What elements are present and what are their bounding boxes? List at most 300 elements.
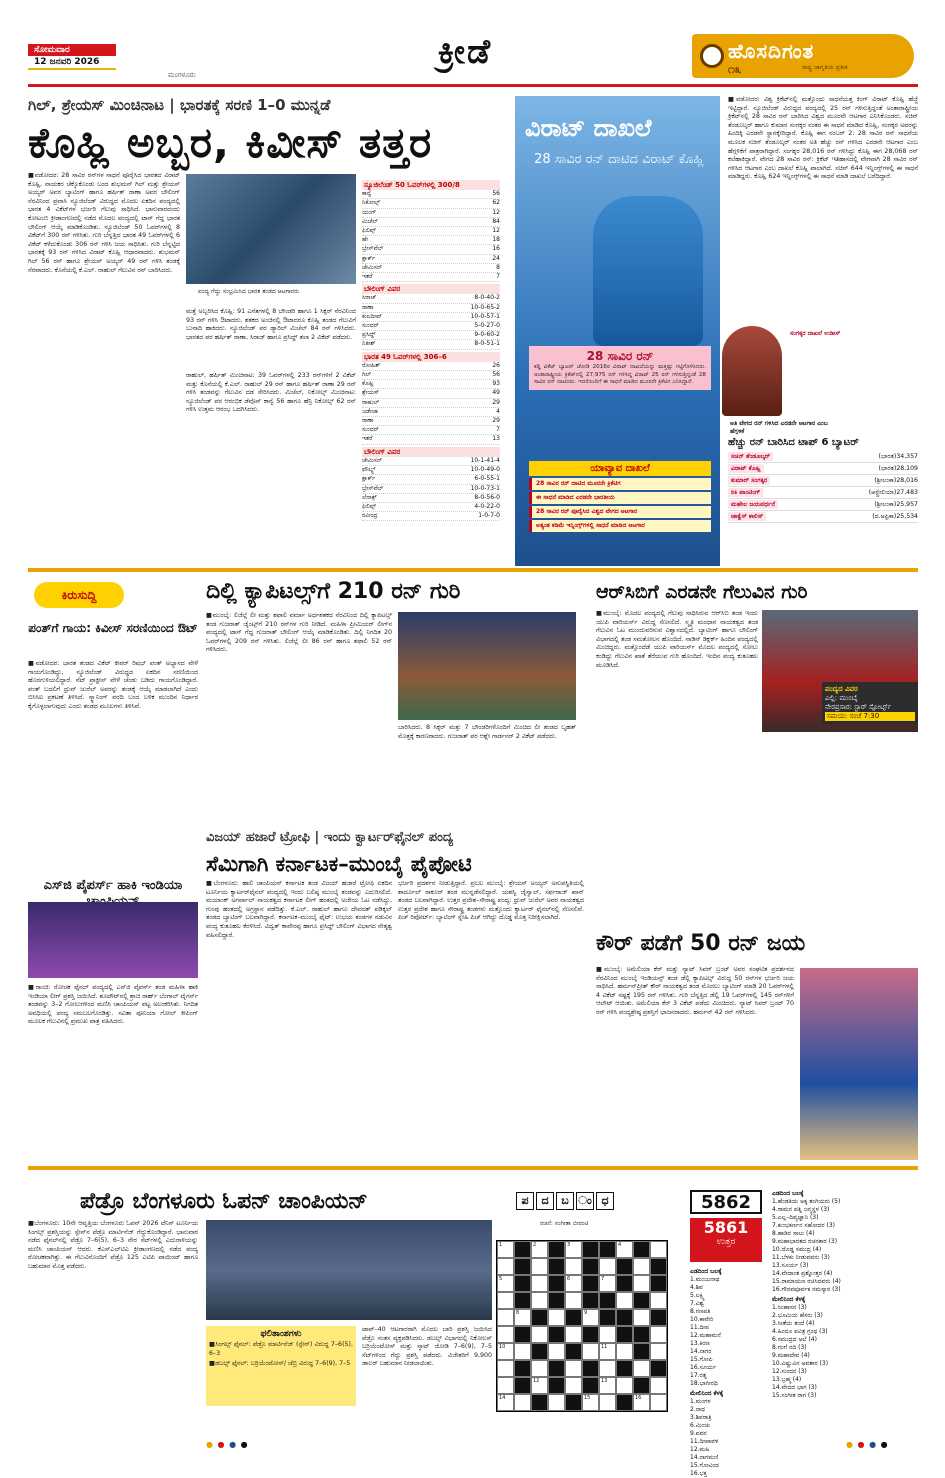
score-row [362,362,500,371]
prev-answer: 11.ದೀಪ [690,1324,709,1331]
bowling-row [362,294,500,303]
crossword-cell[interactable] [565,1275,582,1292]
crossword-cell[interactable] [531,1275,548,1292]
score-row [362,236,500,245]
kohli-subtitle: 28 ಸಾವಿರ ರನ್ ದಾಟಿದ ವಿರಾಟ್ ಕೊಹ್ಲಿ [534,152,704,167]
crossword-cell[interactable] [497,1343,514,1360]
crossword-cell[interactable] [650,1292,667,1309]
crossword-cell [548,1258,565,1275]
kaur-photo [800,968,918,1160]
date-label: 12 ಜನವರಿ 2026 [28,56,116,70]
delhi-headline: ದಿಲ್ಲಿ ಕ್ಯಾಪಿಟಲ್ಸ್‌ಗೆ 210 ರನ್ ಗುರಿ [206,579,461,604]
score-row-value: 18 [492,236,500,244]
scorecard [362,180,500,521]
crossword-cell[interactable] [633,1309,650,1326]
records-list-heading: ಯಾವ್ಯಾವ ದಾಖಲೆ [529,461,711,476]
score-row-name: ಜೇಮಿಸನ್ [362,263,383,271]
bowling-row-name: ನಿತೀಶ್ [362,340,376,348]
masthead-rule [28,84,918,87]
record-text: ಕಡ್ಡಿ ವಿಕೆಟ್ ಬ್ಯಾಟರ್ ಜೋಡಿ 2016ರ ವಿರಾಟ್ ದಾಖಲೆಯನ್ನು ಮತ್ತಷ್ಟು ಗಟ್ಟಿಗೊಳಿಸಿದರು. ಅಂತಾರಾಷ್ಟ್ರೀಯ ಕ್ರಿಕೆಟ್‌ನಲ್ಲಿ 27,975 ರನ್ ಗಳಿಸಿದ್ದ ವಿರಾಟ್ 25 ರನ್ ಗಳಿಸುತ್ತಿದ್ದಂತೆ 28 ಸಾವಿರ ರನ್ ದಾಟಿದರು. ಇದರೊಂದಿಗೆ ಈ ಸಾಧನೆ ಮಾಡಿದ ಮೂರನೇ ಕ್ರಿಕೆಟಿಗ ಎನಿಸಿದ್ದಾರೆ. [534,364,706,385]
prev-answer: 8.ಗಣಪತಿ [690,1308,711,1315]
bowling-row-name: ರವೀಂದ್ರ [362,512,378,520]
score-row-name: ಇತರೆ [362,435,373,443]
cell-number: 10 [499,1344,506,1350]
score-row [362,435,500,444]
score-row [362,426,500,435]
score-row-value: 29 [492,417,500,425]
rcb-info-heading: ಪಂದ್ಯದ ವಿವರ [825,685,858,693]
cell-number: 3 [567,1242,571,1248]
crossword-cell [616,1258,633,1275]
crossword-cell [582,1241,599,1258]
rcb-body-cont [762,736,918,876]
kohli-photo-caption: ಅತಿ ವೇಗದ ರನ್ ಗಳಿಸಿದ ಎರಡನೇ ಆಟಗಾರ ಎಂಬ ಹೆಗ್ಗಳಿಕೆ [730,420,828,435]
bowling-row [362,475,500,484]
top6-row [728,499,918,511]
crossword-cell[interactable] [599,1394,616,1411]
city-label: ಮಂಗಳೂರು [168,71,196,79]
score-row-name: ಫಿಲಿಪ್ಸ್ [362,227,377,235]
crossword-cell [531,1394,548,1411]
score-row-value: 49 [492,389,500,397]
kaur-body: ■ಮುಂಬೈ: ಅಮೆಲಿಯಾ ಕೆರ್ ಮತ್ತು ನ್ಯಾಟ್ ಸಿವರ್ ಬ್ರಂಟ್ ಅವರ ಸಂಘಟಿತ ಪ್ರದರ್ಶನದ ನೆರವಿನಿಂದ ಮುಂಬೈ ಇಂಡಿಯನ್ಸ್ ತಂಡ ಡೆಲ್ಲಿ ಕ್ಯಾಪಿಟಲ್ಸ್ ವಿರುದ್ಧ 50 ರನ್‌ಗಳ ಭರ್ಜರಿ ಜಯ ಸಾಧಿಸಿದೆ. ಹರ್ಮನ್‌ಪ್ರೀತ್ ಕೌರ್ ನಾಯಕತ್ವದ ತಂಡ ಮೊದಲು ಬ್ಯಾಟಿಂಗ್ ಮಾಡಿ 20 ಓವರ್‌ಗಳಲ್ಲಿ 4 ವಿಕೆಟ್ ನಷ್ಟಕ್ಕೆ 195 ರನ್ ಗಳಿಸಿತು. ಗುರಿ ಬೆನ್ನತ್ತಿದ ಡೆಲ್ಲಿ 19 ಓವರ್‌ಗಳಲ್ಲಿ 145 ರನ್‌ಗಳಿಗೆ ಆಲೌಟ್ ಆಯಿತು. ಅಮೆಲಿಯಾ ಕೆರ್ 3 ವಿಕೆಟ್ ಪಡೆದು ಮಿಂಚಿದರು. ನ್ಯಾಟ್ ಸಿವರ್ ಬ್ರಂಟ್ 70 ರನ್ ಗಳಿಸಿ ಪಂದ್ಯಶ್ರೇಷ್ಠ ಪ್ರಶಸ್ತಿಗೆ ಭಾಜನರಾದರು. ಹರ್ಮನ್ 42 ರನ್ ಗಳಿಸಿದರು. [596,966,794,1016]
score-row-value: 8 [496,263,500,271]
kiru-headline-1: ಪಂತ್‌ಗೆ ಗಾಯ: ಕಿವೀಸ್ ಸರಣಿಯಿಂದ ಔಟ್ [28,621,198,635]
crossword-cell [514,1326,531,1343]
prev-answer: 16.ಸೂರ್ಯ [690,1364,717,1371]
crossword-cell [599,1292,616,1309]
crossword-cell [514,1377,531,1394]
cell-number: 14 [499,1395,506,1401]
score-row-value: 7 [496,426,500,434]
down-clue: 15.ಸಂಗೀತ ರಾಗ (3) [772,1392,817,1399]
crossword-cell[interactable] [633,1258,650,1275]
crossword-cell [633,1377,650,1394]
cell-number: 12 [533,1378,540,1384]
crossword-cell [616,1360,633,1377]
crossword-cell[interactable] [616,1343,633,1360]
crossword-cell[interactable] [616,1377,633,1394]
crossword-cell [616,1326,633,1343]
bowling-row [362,457,500,466]
delhi-body-2: ಬಾರಿಸಿದರು. 8 ಸಿಕ್ಸರ್ ಮತ್ತು 7 ಬೌಂಡರಿಗಳೊಂದಿಗೆ ಮಿಂಚಿದ ಲೀ ತಂಡದ ಬೃಹತ್ ಮೊತ್ತಕ್ಕೆ ಕಾರಣರಾದರು. ಗುಜರಾತ್ ಪರ ಆಶ್ಲೇ ಗಾರ್ಡನರ್ 2 ವಿಕೆಟ್ ಪಡೆದರು. [398,724,576,740]
crossword-cell[interactable] [565,1377,582,1394]
kiru-headline-2: ಎಸ್‌ಜಿ ಪೈಪರ್ಸ್ ಹಾಕಿ ಇಂಡಿಯಾ [43,878,183,893]
sangakkara-photo [722,326,782,416]
bowling-row-name: ಸಿರಾಜ್ [362,294,377,302]
record-box [529,346,711,390]
score-row-value: 16 [492,245,500,253]
bowling-row-value: 8-0-51-1 [474,340,500,348]
prev-answers [690,1268,762,1478]
score-row [362,227,500,236]
crossword-setter: ರಚನೆ: ಸಂಗೀತಾ ಬೀರಂಟಿ [540,1220,589,1227]
score-row [362,371,500,380]
crossword-cell [616,1275,633,1292]
cell-number: 1 [499,1242,503,1248]
bowling-row-name: ಫೌಲ್ಕ್ಸ್ [362,466,376,474]
down-clue: 1.ಸಿಂಹಾಸನ (3) [772,1304,807,1311]
prev-answer: 2.ನಾಥ [690,1406,706,1413]
score-row [362,264,500,273]
score-row-name: ಶ್ರೇಯಸ್ [362,389,380,397]
crossword-cell [514,1292,531,1309]
crossword-cell[interactable] [531,1258,548,1275]
crossword-cell [582,1377,599,1394]
pedro-photo [206,1220,492,1320]
bowling-row [362,466,500,475]
ind-batting [362,362,500,445]
crossword-cell[interactable] [633,1275,650,1292]
crossword-cell[interactable] [650,1394,667,1411]
score-row-value: 56 [492,190,500,198]
crossword-cell [548,1275,565,1292]
crossword-clues [772,1190,918,1400]
date-box [28,44,116,70]
crossword-cell[interactable] [548,1309,565,1326]
crossword-cell[interactable] [497,1394,514,1411]
crossword-cell[interactable] [599,1343,616,1360]
vijay-body-2: ಭರ್ಜರಿ ಪ್ರದರ್ಶನ ನೀಡುತ್ತಿದ್ದಾರೆ. ಪ್ರಬಲ ಮುಂಬೈ: ಶ್ರೇಯಸ್ ಅಯ್ಯರ್ ಅನುಪಸ್ಥಿತಿಯಲ್ಲಿ ಶಾರ್ದೂಲ್ ಠಾಕೂರ್ ತಂಡ ಮುನ್ನಡೆಸಲಿದ್ದಾರೆ. ಯಶಸ್ವಿ ಜೈಸ್ವಾಲ್, ಸರ್ಫರಾಜ್ ಖಾನ್ ತಂಡದ ಬಲವಾಗಿದ್ದಾರೆ. ಉತ್ತರ ಪ್ರದೇಶ–ಸೌರಾಷ್ಟ್ರ ಪಂದ್ಯ: ಧ್ರುವ್ ಜುರೆಲ್ ಅವರ ನಾಯಕತ್ವದ ಉತ್ತರ ಪ್ರದೇಶ ಹಾಗೂ ಸೌರಾಷ್ಟ್ರ ತಂಡಗಳು ಮತ್ತೊಂದು ಕ್ವಾರ್ಟರ್ ಫೈನಲ್‌ನಲ್ಲಿ ಸೆಣಸಲಿವೆ. ಪಿಚ್ ರಿಪೋರ್ಟ್: ಬ್ಯಾಟಿಂಗ್ ಸ್ನೇಹಿ ಪಿಚ್ ಆಗಿದ್ದು ದೊಡ್ಡ ಮೊತ್ತ ನಿರೀಕ್ಷಿಸಲಾಗಿದೆ. [398,880,584,922]
top6-row [728,487,918,499]
crossword-cell[interactable] [616,1241,633,1258]
scorecard-title-nz: ನ್ಯೂಜಿಲೆಂಡ್ 50 ಓವರ್‌ಗಳಲ್ಲಿ 300/8 [362,180,500,190]
bowling-row-name: ಕ್ಲಾರ್ಕ್ [362,475,376,483]
bowling-row [362,512,500,521]
crossword-cell[interactable] [582,1309,599,1326]
cell-number: 15 [584,1395,591,1401]
bowling-row [362,485,500,494]
cell-number: 16 [635,1395,642,1401]
team-photo-caption: ಪಂದ್ಯ ಗೆದ್ದು ಸಂಭ್ರಮಿಸಿದ ಭಾರತ ತಂಡದ ಆಟಗಾರರು [198,288,300,295]
top6-runs: (ಆಸ್ಟ್ರೇಲಿಯಾ)27,483 [868,489,918,496]
crossword-cell[interactable] [497,1241,514,1258]
cell-number: 7 [601,1276,605,1282]
prev-answer: 7.ವಿಶ್ವ [690,1300,704,1307]
brand-logo [692,34,914,78]
lead-body-1: ■ವಡೋದರ: 28 ಸಾವಿರ ರನ್‌ಗಳ ಸಾಧನೆ ಪೂರೈಸಿದ ಭಾರತದ ವಿರಾಟ್ ಕೊಹ್ಲಿ, ನಾಯಕರ ಚೆಕ್ಕೊಕೊಂಡು ಬಂದ ಶುಭಮನ್ ಗಿಲ್ ಮತ್ತು ಶ್ರೇಯಸ್ ಅಯ್ಯರ್ ಅವರ ಬ್ಯಾಟಿಂಗ್ ಹಾಗೂ ಹರ್ಷಿತ್ ರಾಣಾ ಅವರ ಬೌಲಿಂಗ್ ನೆರವಿನಿಂದ ಪ್ರವಾಸಿ ನ್ಯೂಜಿಲೆಂಡ್ ವಿರುದ್ಧದ ಮೊದಲ ಏಕದಿನ ಪಂದ್ಯದಲ್ಲಿ ಭಾರತ 4 ವಿಕೆಟ್‌ಗಳ ಭರ್ಜರಿ ಗೆಲುವು ಸಾಧಿಸಿದೆ. ಭಾನುವಾರದಂದು ಕೋಟಂಬಿ ಕ್ರೀಡಾಂಗಣದಲ್ಲಿ ನಡೆದ ಮೊದಲ ಪಂದ್ಯದಲ್ಲಿ ಟಾಸ್ ಗೆದ್ದ ಭಾರತ ಬೌಲಿಂಗ್ ಆಯ್ಕೆ ಮಾಡಿಕೊಂಡಿತು. ನ್ಯೂಜಿಲೆಂಡ್ 50 ಓವರ್‌ಗಳಲ್ಲಿ 8 ವಿಕೆಟ್‌ಗೆ 300 ರನ್ ಗಳಿಸಿತು. ಗುರಿ ಬೆನ್ನತ್ತಿದ ಭಾರತ 49 ಓವರ್‌ಗಳಲ್ಲಿ 6 ವಿಕೆಟ್ ಕಳೆದುಕೊಂಡು 306 ರನ್ ಗಳಿಸಿ ಜಯ ಸಾಧಿಸಿತು. ಗುರಿ ಬೆನ್ನಟ್ಟಿದ ಭಾರತಕ್ಕೆ 93 ರನ್ ಗಳಿಸಿದ ವಿರಾಟ್ ಕೊಹ್ಲಿ ಆಧಾರವಾದರು. ಶುಭಮನ್ ಗಿಲ್ 56 ರನ್ ಹಾಗೂ ಶ್ರೇಯಸ್ ಅಯ್ಯರ್ 49 ರನ್ ಗಳಿಸಿ ತಂಡಕ್ಕೆ ನೆರವಾದರು. ಕೊನೆಯಲ್ಲಿ ಕೆ.ಎಲ್. ರಾಹುಲ್ ಗೆಲುವಿನ ರನ್ ಬಾರಿಸಿದರು. [28,172,180,274]
title-letter: ಧ [596,1192,614,1210]
record-item: ಈ ಸಾಧನೆ ಮಾಡಿದ ಎರಡನೇ ಭಾರತೀಯ [529,492,711,504]
crossword-cell[interactable] [616,1292,633,1309]
bowling-row-value: 10-0-57-1 [470,312,500,320]
score-row-value: 12 [492,208,500,216]
bowling-row-name: ಲೆನಾಕ್ಸ್ [362,493,377,501]
crossword-cell[interactable] [633,1360,650,1377]
crossword-cell[interactable] [650,1326,667,1343]
pedro-body-1: ■ಬೆಂಗಳೂರು: 10ನೇ ಆವೃತ್ತಿಯ ಬೆಂಗಳೂರು ಓಪನ್ 2026 ಟೆನಿಸ್ ಟೂರ್ನಿಯ ಸಿಂಗಲ್ಸ್ ಪ್ರಶಸ್ತಿಯನ್ನು ಸ್ಪೇನ್‌ನ ಪೆಡ್ರೊ ಮಾರ್ಟಿನೆಜ್ ಗೆದ್ದುಕೊಂಡಿದ್ದಾರೆ. ಭಾನುವಾರ ನಡೆದ ಫೈನಲ್‌ನಲ್ಲಿ ಪೆಡ್ರೊ 7–6(5), 6–3 ನೇರ ಸೆಟ್‌ಗಳಲ್ಲಿ ಎದುರಾಳಿಯನ್ನು ಮಣಿಸಿ ಚಾಂಪಿಯನ್ ಆದರು. ಕೆಎಸ್‌ಎಲ್‌ಟಿಎ ಕ್ರೀಡಾಂಗಣದಲ್ಲಿ ನಡೆದ ಪಂದ್ಯ ರೋಚಕವಾಗಿತ್ತು. ಈ ಗೆಲುವಿನೊಂದಿಗೆ ಪೆಡ್ರೊ 125 ಎಟಿಪಿ ಪಾಯಿಂಟ್ ಹಾಗೂ ಬಹುಮಾನ ಮೊತ್ತ ಪಡೆದರು. [28,1220,198,1270]
lamp-icon [700,44,724,68]
nz-bowling-title: ಬೌಲಿಂಗ್ ವಿವರ [362,284,500,294]
bowling-row-value: 10-0-65-2 [470,303,500,311]
score-row [362,218,500,227]
top6-runs: (ಭಾರತ)34,357 [878,453,918,460]
score-row-value: 7 [496,273,500,281]
crossword-cell[interactable] [531,1377,548,1394]
crossword-cell[interactable] [497,1275,514,1292]
top6-player: ಜಾಕ್ವೆಸ್ ಕಾಲಿಸ್ [728,512,766,521]
rcb-match-info [822,682,918,724]
top6-row [728,451,918,463]
score-row-name: ಗಿಲ್ [362,371,372,379]
hockey-photo [28,902,198,978]
record-item: 28 ಸಾವಿರ ರನ್ ಪೂರೈಸಿದ ವಿಶ್ವದ ವೇಗದ ಆಟಗಾರ [529,506,711,518]
bowling-row [362,331,500,340]
crossword-cell[interactable] [531,1241,548,1258]
crossword-cell[interactable] [565,1326,582,1343]
crossword-cell[interactable] [599,1360,616,1377]
top6-player: ಕುಮಾರ್ ಸಂಗಕ್ಕರ [728,476,770,485]
crossword-cell [565,1343,582,1360]
lead-body-2: ಮತ್ತೆ ಅಬ್ಬರಿಸಿದ ಕೊಹ್ಲಿ: 91 ಎಸೆತಗಳಲ್ಲಿ 8 ಬೌಂಡರಿ ಹಾಗೂ 1 ಸಿಕ್ಸರ್ ನೆರವಿನಿಂದ 93 ರನ್ ಗಳಿಸಿ ಔಟಾದರು. ಶತಕದ ಅಂಚಿನಲ್ಲಿ ಔಟಾದರೂ ಕೊಹ್ಲಿ ತಂಡದ ಗೆಲುವಿಗೆ ಬುನಾದಿ ಹಾಕಿದರು. ನ್ಯೂಜಿಲೆಂಡ್ ಪರ ಡ್ಯಾರಿಲ್ ಮಿಚೆಲ್ 84 ರನ್ ಗಳಿಸಿದರು. ಭಾರತದ ಪರ ಹರ್ಷಿತ್ ರಾಣಾ, ಸಿರಾಜ್ ಹಾಗೂ ಪ್ರಸಿದ್ಧ್ ತಲಾ 2 ವಿಕೆಟ್ ಪಡೆದರು. [186,308,356,341]
kiru-body-2: ■ರಾಂಚಿ: ರೋಚಕ ಫೈನಲ್ ಪಂದ್ಯದಲ್ಲಿ ಎಸ್‌ಜಿ ಪೈಪರ್ಸ್ ತಂಡ ಮಹಿಳಾ ಹಾಕಿ ಇಂಡಿಯಾ ಲೀಗ್ ಪ್ರಶಸ್ತಿ ಜಯಿಸಿದೆ. ಶೂಟೌಟ್‌ನಲ್ಲಿ ಶ್ರಾಚಿ ರಾರ್ಹ್ ಬೆಂಗಾಲ್ ಟೈಗರ್ಸ್ ತಂಡವನ್ನು 3–2 ಗೋಲುಗಳಿಂದ ಮಣಿಸಿ ಚಾಂಪಿಯನ್ ಪಟ್ಟ ಅಲಂಕರಿಸಿತು. ನಿಗದಿತ ಅವಧಿಯಲ್ಲಿ ಪಂದ್ಯ ಸಮಬಲಗೊಂಡಿತ್ತು. ಸವಿತಾ ಪೂನಿಯಾ ಗೋಲ್ ಕೀಪಿಂಗ್ ಮೂಲಕ ಗೆಲುವಿನಲ್ಲಿ ಪ್ರಮುಖ ಪಾತ್ರ ವಹಿಸಿದರು. [28,984,198,1026]
crossword-cell[interactable] [599,1377,616,1394]
crossword-cell[interactable] [599,1258,616,1275]
down-clue: 9.ಮಹಾದೇವ (4) [772,1352,810,1359]
team-photo [186,174,356,284]
crossword-cell[interactable] [599,1275,616,1292]
crossword-cell [582,1326,599,1343]
crossword-cell[interactable] [633,1394,650,1411]
crossword-cell [633,1241,650,1258]
crossword-grid [496,1240,668,1412]
crossword-cell [548,1241,565,1258]
score-row-value: 84 [492,217,500,225]
crossword-cell [514,1241,531,1258]
kohli-feature [515,96,720,566]
crossword-cell[interactable] [497,1326,514,1343]
score-row [362,380,500,389]
top6-player: ವಿರಾಟ್ ಕೊಹ್ಲಿ [728,464,764,473]
crossword-cell[interactable] [565,1292,582,1309]
prev-answer: 5.ಲಕ್ಷ್ಮಿ [690,1292,705,1299]
bowling-row-name: ಫಿಲಿಪ್ಸ್ [362,502,377,510]
cell-number: 5 [499,1276,503,1282]
day-label: ಸೋಮವಾರ [28,44,116,56]
crossword-cell[interactable] [650,1377,667,1394]
pedro-body-2: ಟಾಪ್–40 ಆಟಗಾರರಾಗಿ ಮೊದಲ ಬಾರಿ ಪ್ರಶಸ್ತಿ ಜಯಿಸಿದ ಪೆಡ್ರೊ ಸಂತಸ ವ್ಯಕ್ತಪಡಿಸಿದರು. ಡಬಲ್ಸ್ ವಿಭಾಗದಲ್ಲಿ ನಿಕೋಲಸ್ ಬರ್ರಿಯೆಂಟೋಸ್ ಮತ್ತು ಸ್ಕಾಟ್ ಜೋಡಿ 7–6(9), 7–5 ಸೆಟ್‌ಗಳಿಂದ ಗೆದ್ದು ಪ್ರಶಸ್ತಿ ಪಡೆದರು. ವಿಜೇತರಿಗೆ 9,900 ಡಾಲರ್ ಬಹುಮಾನ ನೀಡಲಾಯಿತು. [362,1326,492,1368]
score-row-name: ರೋಹಿತ್ [362,361,381,369]
record-heading: 28 ಸಾವಿರ ರನ್ [586,349,654,363]
across-heading: ಎಡದಿಂದ ಬಲಕ್ಕೆ [772,1190,804,1197]
section-band [28,568,918,572]
crossword-cell[interactable] [497,1292,514,1309]
across-clue: 7.ಕುಂಭಕರ್ಣನ ಸಹೋದರ (3) [772,1222,835,1229]
prev-answer: 17.ರತ್ನ [690,1372,707,1379]
records-list [529,461,711,532]
crossword-cell[interactable] [514,1343,531,1360]
kirusuddi-header [28,574,198,618]
down-clue: 8.ಗಂಗೆ ನದಿ (3) [772,1344,807,1351]
top6-player: ಮಹೇಲ ಜಯವರ್ಧನೆ [728,500,778,509]
crossword-title [516,1192,684,1214]
across-clue: 5.ಎಲ್ಲ–ದಿವ್ಯಜ್ಞಾನಿ (3) [772,1214,819,1221]
top6-runs: (ಶ್ರೀಲಂಕಾ)25,957 [874,501,918,508]
score-row-name: ಕ್ಲಾರ್ಕ್ [362,254,376,262]
crossword-cell [599,1241,616,1258]
across-clue: 4.ರಾಮನ ಪತ್ನಿ ಜನ್ಮಸ್ಥಳ (3) [772,1206,830,1213]
crossword-cell[interactable] [565,1241,582,1258]
cell-number: 11 [601,1344,608,1350]
score-row-name: ರಾಹುಲ್ [362,398,380,406]
crossword-cell [633,1343,650,1360]
crossword-title-letters [516,1192,614,1214]
prev-answer: 1.ಮಂಗಳ [690,1398,711,1405]
prev-answer: 18.ಭಾಗೀರಥಿ [690,1380,718,1387]
results-box [206,1326,356,1406]
top6-row [728,463,918,475]
down-clue: 6.ಸಮುದ್ರದ ಅಲೆ (4) [772,1336,817,1343]
title-letter: ಂ [576,1192,594,1210]
crossword-cell[interactable] [497,1309,514,1326]
crossword-cell [531,1343,548,1360]
crossword-cell[interactable] [514,1309,531,1326]
score-row [362,417,500,426]
crossword-cell [650,1258,667,1275]
crossword-cell[interactable] [582,1394,599,1411]
rcb-body: ■ಮುಂಬೈ: ಮೊದಲ ಪಂದ್ಯದಲ್ಲಿ ಗೆಲುವು ಸಾಧಿಸಿರುವ ಆರ್‌ಸಿಬಿ ತಂಡ ಇಂದು ಯುಪಿ ವಾರಿಯರ್ಸ್ ವಿರುದ್ಧ ಸೆಣಸಲಿದೆ. ಸ್ಮೃತಿ ಮಂಧಾನ ನಾಯಕತ್ವದ ತಂಡ ಗೆಲುವಿನ ಓಟ ಮುಂದುವರಿಸುವ ವಿಶ್ವಾಸದಲ್ಲಿದೆ. ಬ್ಯಾಟಿಂಗ್ ಹಾಗೂ ಬೌಲಿಂಗ್ ವಿಭಾಗದಲ್ಲಿ ತಂಡ ಸಮತೋಲನ ಹೊಂದಿದೆ. ನಾಡಿನ್ ಡಿಕ್ಲರ್ಕ್ ಹಿಂದಿನ ಪಂದ್ಯದಲ್ಲಿ ಮಿಂಚಿದ್ದರು. ಮತ್ತೊಂದೆಡೆ ಯುಪಿ ವಾರಿಯರ್ಸ್ ಮೊದಲ ಪಂದ್ಯದಲ್ಲಿ ಸೋಲು ಕಂಡಿದ್ದು ಗೆಲುವಿನ ಖಾತೆ ತೆರೆಯುವ ಗುರಿ ಹೊಂದಿದೆ. ಇಂದಿನ ಪಂದ್ಯ ಕುತೂಹಲ ಮೂಡಿಸಿದೆ. [596,610,758,669]
lead-body-3: ರಾಹುಲ್, ಹರ್ಷಿತ್ ಮಿಂಚಿನಾಟ: 39 ಓವರ್‌ಗಳಲ್ಲಿ 233 ರನ್‌ಗಳಿಗೆ 2 ವಿಕೆಟ್ ಮತ್ತು ಕೊನೆಯಲ್ಲಿ ಕೆ.ಎಲ್. ರಾಹುಲ್ 29 ರನ್ ಹಾಗೂ ಹರ್ಷಿತ್ ರಾಣಾ 29 ರನ್ ಗಳಿಸಿ ತಂಡವನ್ನು ಗೆಲುವಿನ ದಡ ಸೇರಿಸಿದರು. ಮಿಚೆಲ್, ನಿಕೋಲ್ಸ್ ಮಿಂಚಿನಾಟ: ನ್ಯೂಜಿಲೆಂಡ್ ಪರ ಆರಂಭಿಕ ಡೆವೊನ್ ಕಾನ್ವೆ 56 ಹಾಗೂ ಹೆನ್ರಿ ನಿಕೋಲ್ಸ್ 62 ರನ್ ಗಳಿಸಿ ಉತ್ತಮ ಆರಂಭ ಒದಗಿಸಿದರು. [186,372,356,414]
crossword-cell[interactable] [650,1241,667,1258]
ind-bowling [362,294,500,349]
top6-row [728,475,918,487]
score-row [362,408,500,417]
crossword-cell [582,1275,599,1292]
across-clue: 1.ಹೆಂಡತಿಯ ಅಕ್ಕ ತಂಗಿಯರು (5) [772,1198,841,1205]
vijay-body-1: ■ಬೆಂಗಳೂರು: ಹಾಲಿ ಚಾಂಪಿಯನ್ ಕರ್ನಾಟಕ ತಂಡ ವಿಜಯ್ ಹಜಾರೆ ಟ್ರೋಫಿ ಏಕದಿನ ಟೂರ್ನಿಯ ಕ್ವಾರ್ಟರ್‌ಫೈನಲ್ ಪಂದ್ಯದಲ್ಲಿ ಇಂದು ಬಲಿಷ್ಠ ಮುಂಬೈ ತಂಡವನ್ನು ಎದುರಿಸಲಿದೆ. ಮಯಾಂಕ್ ಅಗರ್ವಾಲ್ ನಾಯಕತ್ವದ ಕರ್ನಾಟಕ ಲೀಗ್ ಹಂತದಲ್ಲಿ ಅಜೇಯ ಓಟ ನಡೆಸಿದ್ದು, ಗುಂಪು ಹಂತದಲ್ಲಿ ಅಗ್ರಸ್ಥಾನ ಪಡೆದಿತ್ತು. ಕೆ.ಎಲ್. ರಾಹುಲ್ ಹಾಗೂ ದೇವದತ್ ಪಡಿಕ್ಕಲ್ ತಂಡದ ಬ್ಯಾಟಿಂಗ್ ಬಲವಾಗಿದ್ದಾರೆ. ಕರ್ನಾಟಕ–ಮುಂಬೈ ಫೈಟ್: ಉಭಯ ತಂಡಗಳ ನಡುವಿನ ಪಂದ್ಯ ಕುತೂಹಲ ಕೆರಳಿಸಿದೆ. ವಿದ್ವತ್ ಕಾವೇರಪ್ಪ ಹಾಗೂ ಪ್ರಸಿದ್ಧ್ ಬೌಲಿಂಗ್ ವಿಭಾಗದ ನೇತೃತ್ವ ವಹಿಸಲಿದ್ದಾರೆ. [206,880,392,939]
prev-answer: 4.ಶಿವ [690,1284,703,1291]
crossword-cell[interactable] [497,1360,514,1377]
score-row-name: ಇತರೆ [362,273,373,281]
bowling-row [362,494,500,503]
bowling-row-name: ಕುಲದೀಪ್ [362,312,382,320]
scorecard-title-ind: ಭಾರತ 49 ಓವರ್‌ಗಳಲ್ಲಿ 306–6 [362,352,500,362]
rcb-headline: ಆರ್‌ಸಿಬಿಗೆ ಎರಡನೇ ಗೆಲುವಿನ ಗುರಿ [596,581,808,603]
crossword-cell[interactable] [531,1360,548,1377]
crossword-cell [650,1360,667,1377]
vijay-kicker: ವಿಜಯ್ ಹಜಾರೆ ಟ್ರೋಫಿ | ಇಂದು ಕ್ವಾರ್ಟರ್‌ಫೈನಲ್ ಪಂದ್ಯ [206,830,454,845]
score-row-name: ಕೊಹ್ಲಿ [362,380,374,388]
title-letter: ಪ [516,1192,534,1210]
across-clue: 14.ವೇದಾಂತ ಪ್ರಶ್ನೋತ್ತರ (4) [772,1270,833,1277]
crossword-cell[interactable] [565,1360,582,1377]
prev-down-heading: ಮೇಲಿನಿಂದ ಕೆಳಕ್ಕೆ [690,1390,724,1397]
crossword-cell[interactable] [599,1326,616,1343]
bowling-row-value: 8-0-40-2 [474,294,500,302]
rcb-info-item: ಎಲ್ಲಿ: ಮುಂಬೈ [825,694,858,702]
bowling-row-name: ರಾಣಾ [362,303,374,311]
crossword-cell[interactable] [497,1258,514,1275]
score-row [362,389,500,398]
crossword-cell[interactable] [650,1343,667,1360]
crossword-cell [599,1309,616,1326]
crossword-cell[interactable] [531,1292,548,1309]
crossword-cell[interactable] [514,1394,531,1411]
top6-player: ರಿಕಿ ಪಾಂಟಿಂಗ್ [728,488,763,497]
score-row [362,399,500,408]
crossword-cell [616,1394,633,1411]
brand-tagline: ರಾಷ್ಟ್ರ ಜಾಗೃತಿಯ ಪ್ರತೀಕ [802,64,848,71]
bowling-row [362,322,500,331]
top6-heading: ಹೆಚ್ಚು ರನ್ ಬಾರಿಸಿದ ಟಾಪ್ 6 ಬ್ಯಾಟರ್ [728,437,859,448]
bowling-row-value: 10-1-41-4 [470,456,500,464]
record-item: 28 ಸಾವಿರ ರನ್ ದಾಟಿದ ಮೂರನೇ ಕ್ರಿಕೆಟಿಗ [529,478,711,490]
top6-table [728,437,918,523]
score-row [362,199,500,208]
score-row-value: 13 [492,435,500,443]
rcb-info-item: ಸಮಯ: ಸಂಜೆ 7:30 [825,712,915,721]
results-heading: ಫಲಿತಾಂಶಗಳು [260,1329,302,1339]
score-row-name: ಸುಂದರ್ [362,426,379,434]
across-clue: 16.ಗೌರವಪೂರ್ವಕ ನಮಸ್ಕಾರ (3) [772,1286,841,1293]
score-row-name: ಹೇ [362,236,369,244]
crossword-cell [565,1394,582,1411]
down-clue: 12.ಸುಂದರ (3) [772,1368,807,1375]
cell-number: 9 [584,1310,588,1316]
prev-answer: 12.ಮಹಿ [690,1446,710,1453]
score-row-name: ಮಿಚೆಲ್ [362,217,378,225]
score-row [362,245,500,254]
score-row [362,209,500,218]
crossword-cell [633,1292,650,1309]
bowling-row [362,340,500,349]
prev-answer: 15.ಗೋವಿಂದ [690,1462,719,1469]
bowling-row-value: 5-0-27-0 [474,322,500,330]
score-row [362,190,500,199]
kirusuddi-logo: ಕಿರುಸುದ್ದಿ [34,582,124,608]
bowling-row-value: 6-0-55-1 [474,475,500,483]
across-clue: 11.ಬೆಳಕು ನೀಡುವವನು (3) [772,1254,830,1261]
top6-row [728,511,918,523]
crossword-cell[interactable] [565,1258,582,1275]
crossword-cell[interactable] [582,1343,599,1360]
crossword-cell [514,1275,531,1292]
prev-label: ಉತ್ತರ [716,1237,736,1247]
color-dots: ● ● ● ● [206,1440,249,1449]
crossword-cell [514,1360,531,1377]
across-clue: 13.ಸೂರ್ಯ (3) [772,1262,809,1269]
bowling-row-name: ಸುಂದರ್ [362,322,379,330]
rcb-info-item: ನೇರಪ್ರಸಾರ: ಸ್ಟಾರ್ ಸ್ಪೋರ್ಟ್ಸ್ [825,703,892,711]
crossword-cell [582,1292,599,1309]
crossword-cell[interactable] [531,1326,548,1343]
bowling-row [362,313,500,322]
crossword-cell [582,1360,599,1377]
cell-number: 6 [567,1276,571,1282]
crossword-cell[interactable] [548,1343,565,1360]
crossword-cell[interactable] [497,1377,514,1394]
down-clue: 10.ವಿಷ್ಣುವಿನ ಅವತಾರ (3) [772,1360,829,1367]
score-row-value: 12 [492,227,500,235]
bowling-row-value: 4-0-22-0 [474,502,500,510]
top6-runs: (ದ.ಆಫ್ರಿಕಾ)25,534 [872,513,918,520]
crossword-cell [531,1309,548,1326]
kohli-title: ವಿರಾಟ್ ದಾಖಲೆ [525,114,652,142]
crossword-cell [633,1326,650,1343]
pedro-headline: ಪೆಡ್ರೊ ಬೆಂಗಳೂರು ಓಪನ್ ಚಾಂಪಿಯನ್ [80,1189,368,1214]
right-col-body: ■ವಡೋದರ: ವಿಶ್ವ ಕ್ರಿಕೆಟ್‌ನಲ್ಲಿ ಮತ್ತೊಂದು ಸಾಧನೆಯತ್ತ ಕಿಂಗ್ ವಿರಾಟ್ ಕೊಹ್ಲಿ ಹೆಜ್ಜೆ ಇಟ್ಟಿದ್ದಾರೆ. ನ್ಯೂಜಿಲೆಂಡ್ ವಿರುದ್ಧದ ಪಂದ್ಯದಲ್ಲಿ 25 ರನ್ ಗಳಿಸುತ್ತಿದ್ದಂತೆ ಅಂತಾರಾಷ್ಟ್ರೀಯ ಕ್ರಿಕೆಟ್‌ನಲ್ಲಿ 28 ಸಾವಿರ ರನ್ ಬಾರಿಸಿದ ವಿಶ್ವದ ಮೂರನೇ ಆಟಗಾರ ಎನಿಸಿಕೊಂಡರು. ಸಚಿನ್ ತೆಂಡೂಲ್ಕರ್ ಹಾಗೂ ಕುಮಾರ ಸಂಗಕ್ಕರ ನಂತರ ಈ ಸಾಧನೆ ಮಾಡಿದ ಕೊಹ್ಲಿ, ಸಂಗಕ್ಕರ ಅವರನ್ನು ಹಿಂದಿಕ್ಕಿ ಎರಡನೇ ಸ್ಥಾನಕ್ಕೇರಿದ್ದಾರೆ. ಕೊಹ್ಲಿ ಈಗ ನಂಬರ್ 2: 28 ಸಾವಿರ ರನ್ ಸಾಧನೆಯ ಮೂಲಕ ಸಚಿನ್ ತೆಂಡೂಲ್ಕರ್ ನಂತರ ಅತಿ ಹೆಚ್ಚು ರನ್ ಗಳಿಸಿದ ಎರಡನೇ ಆಟಗಾರ ಎಂಬ ಹೆಗ್ಗಳಿಕೆಗೆ ಪಾತ್ರರಾಗಿದ್ದಾರೆ. ಸಂಗಕ್ಕರ 28,016 ರನ್ ಗಳಿಸಿದ್ದು ಕೊಹ್ಲಿ ಈಗ 28,068 ರನ್ ಕಲೆಹಾಕಿದ್ದಾರೆ. ವೇಗದ 28 ಸಾವಿರ ರನ್: ಕ್ರಿಕೆಟ್ ಇತಿಹಾಸದಲ್ಲಿ ವೇಗವಾಗಿ 28 ಸಾವಿರ ರನ್ ಗಳಿಸಿದ ಆಟಗಾರ ಎಂಬ ದಾಖಲೆ ಕೊಹ್ಲಿ ಪಾಲಾಗಿದೆ. ಸಚಿನ್ 644 ಇನ್ನಿಂಗ್ಸ್‌ಗಳಲ್ಲಿ ಈ ಸಾಧನೆ ಮಾಡಿದ್ದರು. ಕೊಹ್ಲಿ 624 ಇನ್ನಿಂಗ್ಸ್‌ಗಳಲ್ಲಿ ಈ ಸಾಧನೆ ಮಾಡಿ ದಾಖಲೆ ಬರೆದಿದ್ದಾರೆ. [728,96,918,181]
prev-answer: 1.ಮಂಜುನಾಥ [690,1276,720,1283]
crossword-cell[interactable] [548,1394,565,1411]
color-dots-2: ● ● ● ● [846,1440,889,1449]
prev-answer: 9.ಪವನ [690,1430,707,1437]
top6-runs: (ಶ್ರೀಲಂಕಾ)28,016 [874,477,918,484]
prev-answer: 15.ಗೋಪಿ [690,1356,713,1363]
bowling-row [362,503,500,512]
sangakkara-caption: ಸಂಗಕ್ಕರ ದಾಖಲೆ ಉಡೀಸ್ [790,330,841,337]
score-row-name: ರಾಣಾ [362,417,374,425]
score-row-value: 4 [496,407,500,415]
